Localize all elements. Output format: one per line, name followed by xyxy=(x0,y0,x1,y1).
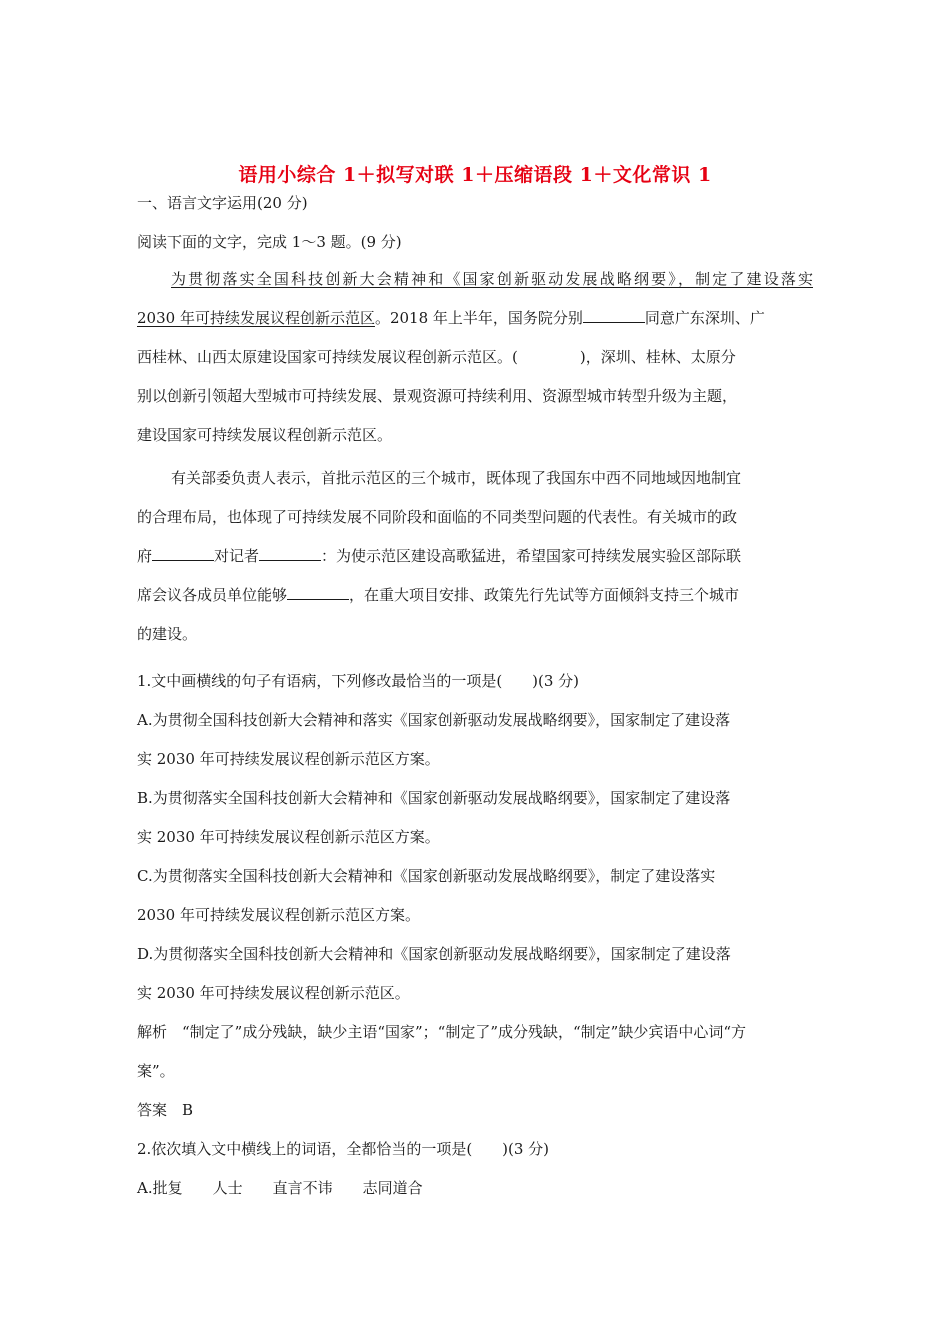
question-2-stem: 2.依次填入文中横线上的词语，全都恰当的一项是( )(3 分) xyxy=(137,1140,550,1158)
question-2-option-a: A.批复 人士 直言不讳 志同道合 xyxy=(137,1179,423,1197)
option-a-line-1: A.为贯彻全国科技创新大会精神和落实《国家创新驱动发展战略纲要》，国家制定了建设落 xyxy=(137,711,731,729)
reading-instruction-block xyxy=(137,231,813,270)
passage1-text: )，深圳、桂林、太原分 xyxy=(579,348,736,366)
document-title: 语用小综合 1＋拟写对联 1＋压缩语段 1＋文化常识 1 xyxy=(238,164,712,186)
passage1-line-5: 建设国家可持续发展议程创新示范区。 xyxy=(137,426,393,444)
underlined-sentence-part2: 2030 年可持续发展议程创新示范区 xyxy=(137,309,375,327)
option-a-line-2: 实 2030 年可持续发展议程创新示范区方案。 xyxy=(137,750,440,768)
answer-line: 答案 B xyxy=(137,1101,194,1119)
question-1 xyxy=(137,670,813,1138)
fill-blank-1 xyxy=(583,308,645,323)
passage1-line-1 xyxy=(137,268,813,307)
passage1-text: 西桂林、山西太原建设国家可持续发展议程创新示范区。( xyxy=(137,348,518,366)
passage1-line-3 xyxy=(137,346,813,385)
option-c-line-2: 2030 年可持续发展议程创新示范区方案。 xyxy=(137,906,420,924)
analysis-line-2: 案”。 xyxy=(137,1062,175,1080)
fill-blank-2 xyxy=(152,546,214,561)
passage1-text: 同意广东深圳、广 xyxy=(644,309,765,327)
analysis-line-1: 解析 “制定了”成分残缺，缺少主语“国家”；“制定了”成分残缺，“制定”缺少宾语中心词“方 xyxy=(137,1023,747,1041)
option-c-line-1: C.为贯彻落实全国科技创新大会精神和《国家创新驱动发展战略纲要》，制定了建设落实 xyxy=(137,867,716,885)
passage1-text: 。2018 年上半年，国务院分别 xyxy=(374,309,583,327)
option-d-line-1: D.为贯彻落实全国科技创新大会精神和《国家创新驱动发展战略纲要》，国家制定了建设落 xyxy=(137,945,731,963)
passage2-line-2: 的合理布局，也体现了可持续发展不同阶段和面临的不同类型问题的代表性。有关城市的政 xyxy=(137,508,738,526)
passage2-text: 府 xyxy=(137,547,153,565)
passage2-text: ，在重大项目安排、政策先行先试等方面倾斜支持三个城市 xyxy=(349,586,740,604)
question-1-stem: 1.文中画横线的句子有语病，下列修改最恰当的一项是( )(3 分) xyxy=(137,672,580,690)
fill-blank-4 xyxy=(287,585,349,600)
passage2-line-5: 的建设。 xyxy=(137,625,198,643)
passage-paragraph-1 xyxy=(137,268,813,463)
passage2-line-4 xyxy=(137,584,813,623)
fill-blank-3 xyxy=(259,546,321,561)
question-2 xyxy=(137,1138,813,1216)
passage2-text: ：为使示范区建设高歌猛进，希望国家可持续发展实验区部际联 xyxy=(321,547,742,565)
passage2-text: 席会议各成员单位能够 xyxy=(137,586,288,604)
option-b-line-2: 实 2030 年可持续发展议程创新示范区方案。 xyxy=(137,828,440,846)
passage2-line-3 xyxy=(137,545,813,584)
section-heading xyxy=(137,192,813,231)
option-b-line-1: B.为贯彻落实全国科技创新大会精神和《国家创新驱动发展战略纲要》，国家制定了建设落 xyxy=(137,789,731,807)
passage1-line-2 xyxy=(137,307,813,346)
passage2-line-1: 有关部委负责人表示，首批示范区的三个城市，既体现了我国东中西不同地域因地制宜 xyxy=(171,469,742,487)
passage-paragraph-2 xyxy=(137,467,813,662)
passage2-text: 对记者 xyxy=(214,547,260,565)
reading-instruction: 阅读下面的文字，完成 1～3 题。(9 分) xyxy=(137,233,402,251)
passage1-line-4: 别以创新引领超大型城市可持续发展、景观资源可持续利用、资源型城市转型升级为主题， xyxy=(137,387,738,405)
section-one-heading: 一、语言文字运用(20 分) xyxy=(137,194,308,212)
underlined-sentence-part1: 为贯彻落实全国科技创新大会精神和《国家创新驱动发展战略纲要》，制定了建设落实 xyxy=(171,270,813,288)
option-d-line-2: 实 2030 年可持续发展议程创新示范区。 xyxy=(137,984,410,1002)
